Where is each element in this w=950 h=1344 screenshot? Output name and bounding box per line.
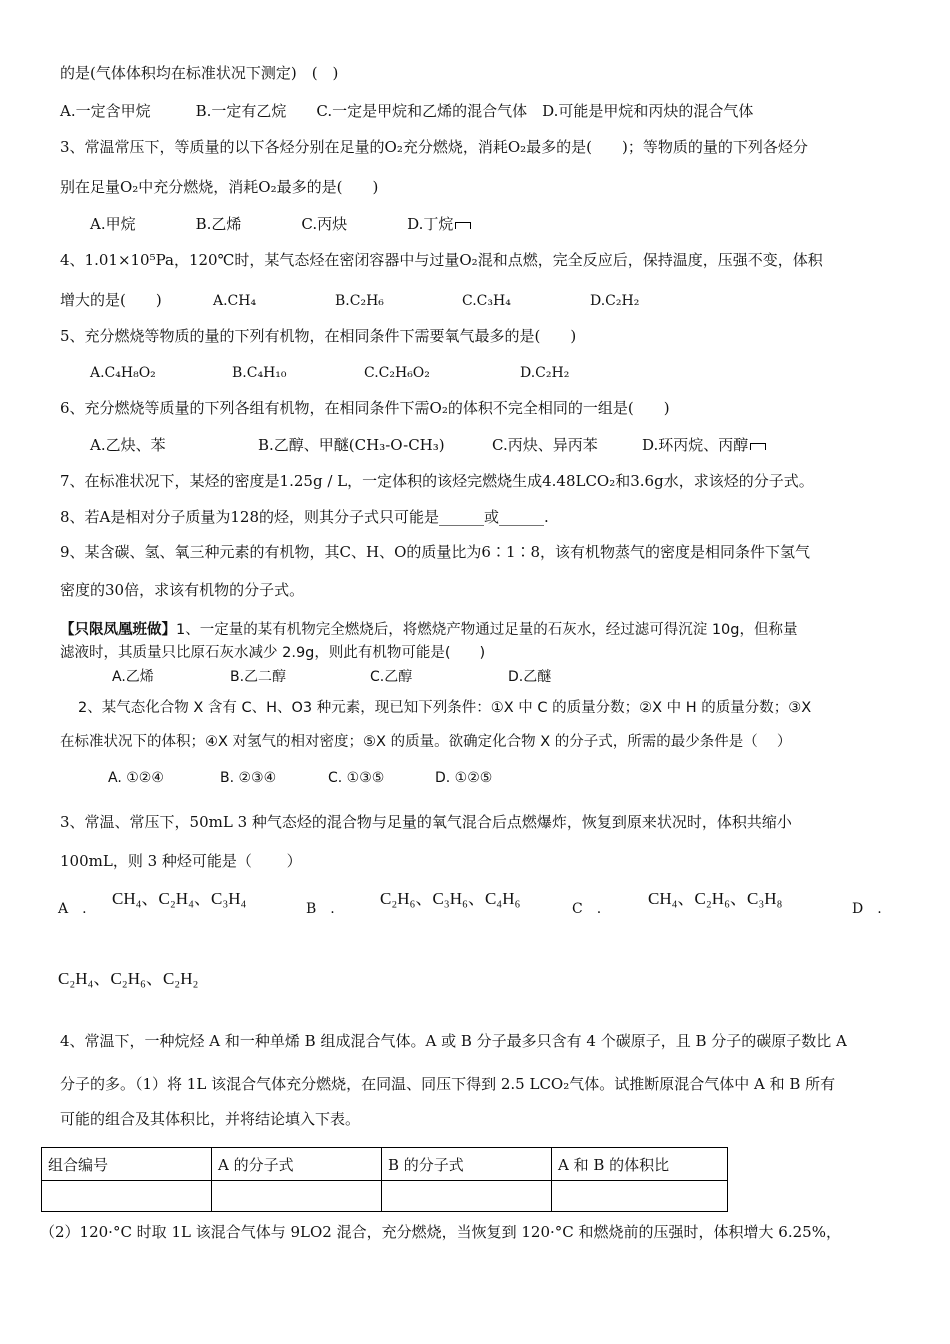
text-line: 3、常温、常压下，50mL 3 种气态烃的混合物与足量的氧气混合后点燃爆炸，恢复到原来状况时，体积共缩小 [60,813,792,831]
phoenix-q2-line2: 在标准状况下的体积；④X 对氢气的相对密度；⑤X 的质量。欲确定化合物 X 的分子式，所需的最少条件是（ ） [60,734,792,750]
table-cell[interactable] [382,1181,552,1212]
option-a: A.C₄H₈O₂ [90,365,156,381]
text-line: 3、常温常压下，等质量的以下各烃分别在足量的O₂充分燃烧，消耗O₂最多的是( )；等物质的量的下列各烃分 [60,138,808,156]
option-a: A.乙烯 [112,669,154,685]
option-c: C. ①③⑤ [328,770,385,786]
text-line: 可能的组合及其体积比，并将结论填入下表。 [60,1110,361,1128]
option-a: A.乙炔、苯 [90,436,166,454]
phoenix-q1-line1 [60,620,798,640]
formula-b: C₂H₆、C₃H₆、C₄H₆ [380,889,521,908]
option-c: C.C₂H₆O₂ [364,365,430,381]
option-d: D.乙醚 [508,669,552,685]
option-d-line [642,435,766,455]
text-line: 别在足量O₂中充分燃烧，消耗O₂最多的是( ) [60,178,379,196]
table-cell[interactable] [552,1181,728,1212]
formula-d: C₂H₄、C₂H₆、C₂H₂ [58,969,199,988]
option-d: D.C₂H₂ [590,293,640,309]
phoenix-q1-text: 1、一定量的某有机物完全燃烧后，将燃烧产物通过足量的石灰水，经过滤可得沉淀 10g，但称量 [176,622,798,638]
option-b: B. ②③④ [220,770,277,786]
table-row [42,1181,728,1212]
text-line: 9、某含碳、氢、氧三种元素的有机物，其C、H、O的质量比为6∶1∶8，该有机物蒸气的密度是相同条件下氢气 [60,543,811,561]
text-line: 8、若A是相对分子质量为128的烃，则其分子式只可能是______或______. [60,508,549,526]
option-label-b: B . [306,901,335,917]
table-header-cell: A 的分子式 [212,1148,382,1181]
option-a: A. ①②④ [108,770,164,786]
text-line: 4、常温下，一种烷烃 A 和一种单烯 B 组成混合气体。A 或 B 分子最多只含有 4 个碳原子，且 B 分子的碳原子数比 A [60,1032,847,1050]
option-label-c: C . [572,901,602,917]
table-header-cell: B 的分子式 [382,1148,552,1181]
text-line: 6、充分燃烧等质量的下列各组有机物，在相同条件下需O₂的体积不完全相同的一组是( ) [60,399,670,417]
table-header-cell: A 和 B 的体积比 [552,1148,728,1181]
phoenix-q2-line1: 2、某气态化合物 X 含有 C、H、O3 种元素，现已知下列条件：①X 中 C 的质量分数；②X 中 H 的质量分数；③X [78,700,812,716]
table-cell[interactable] [42,1181,212,1212]
text-line: 7、在标准状况下，某烃的密度是1.25g / L，一定体积的该烃完燃烧生成4.48LCO₂和3.6g水，求该烃的分子式。 [60,472,814,490]
option-label-d: D . [852,901,882,917]
options-line [90,214,471,234]
phoenix-q1-line2: 滤液时，其质量只比原石灰水减少 2.9g，则此有机物可能是( ) [60,645,486,661]
table-cell[interactable] [212,1181,382,1212]
phoenix-tag: 【只限凤凰班做】 [60,622,176,638]
option-d: D.环丙烷、丙醇 [642,436,749,454]
option-c: C.C₃H₄ [462,293,511,309]
option-b: B.C₂H₆ [335,293,384,309]
mark-glyph [455,222,471,229]
text-line: 5、充分燃烧等物质的量的下列有机物，在相同条件下需要氧气最多的是( ) [60,327,577,345]
text-line: A.一定含甲烷 B.一定有乙烷 C.一定是甲烷和乙烯的混合气体 D.可能是甲烷和丙炔的混合气体 [60,102,754,120]
table-header-row [42,1148,728,1181]
text-line: 4、1.01×10⁵Pa，120℃时，某气态烃在密闭容器中与过量O₂混和点燃，完全反应后，保持温度，压强不变，体积 [60,251,823,269]
answer-table [41,1147,728,1212]
option-d: D.C₂H₂ [520,365,570,381]
formula-a: CH₄、C₂H₄、C₃H₄ [112,889,247,908]
option-d: D. ①②⑤ [435,770,493,786]
text-line: （2）120·°C 时取 1L 该混合气体与 9LO2 混合，充分燃烧，当恢复到 120·°C 和燃烧前的压强时，体积增大 6.25%， [40,1223,841,1241]
option-c: C.丙炔、异丙苯 [492,436,598,454]
option-b: B.C₄H₁₀ [232,365,287,381]
option-text: A.甲烷 B.乙烯 C.丙炔 D.丁烷 [90,215,454,233]
option-label-a: A . [58,901,87,917]
text-line: 的是(气体体积均在标准状况下测定) ( ) [60,64,339,82]
option-b: B.乙醇、甲醚(CH₃-O-CH₃) [258,436,445,454]
option-c: C.乙醇 [370,669,413,685]
formula-c: CH₄、C₂H₆、C₃H₈ [648,889,783,908]
mark-glyph [750,443,766,450]
text-line: 100mL，则 3 种烃可能是（ ） [60,852,302,870]
text-line: 密度的30倍，求该有机物的分子式。 [60,581,305,599]
table-header-cell: 组合编号 [42,1148,212,1181]
text-line: 增大的是( ) [60,291,162,309]
option-a: A.CH₄ [213,293,257,309]
text-line: 分子的多。（1）将 1L 该混合气体充分燃烧，在同温、同压下得到 2.5 LCO₂气体。试推断原混合气体中 A 和 B 所有 [60,1075,836,1093]
option-b: B.乙二醇 [230,669,287,685]
